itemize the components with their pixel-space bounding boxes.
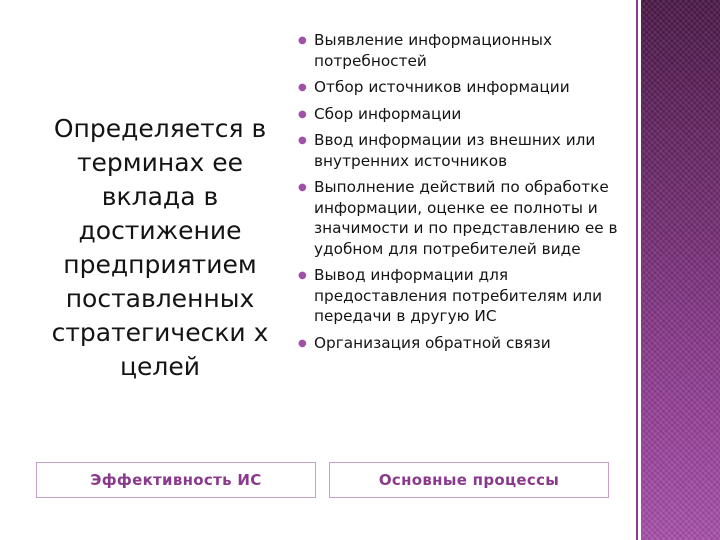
process-item	[298, 333, 630, 354]
process-item-text: Выявление информационных потребностей	[314, 31, 553, 70]
process-item	[298, 265, 630, 327]
bullet-dot-icon: ●	[298, 270, 307, 281]
bullet-dot-icon: ●	[298, 135, 307, 146]
process-item	[298, 130, 630, 171]
main-processes-label: Основные процессы	[329, 462, 609, 498]
efficiency-definition: Определяется в терминах ее вклада в достижение предприятием поставленных стратегически х целей	[51, 114, 269, 381]
side-divider-line	[636, 0, 638, 540]
bullet-dot-icon: ●	[298, 82, 307, 93]
bullet-dot-icon: ●	[298, 337, 307, 349]
process-list	[298, 30, 630, 359]
efficiency-label: Эффективность ИС	[36, 462, 316, 498]
process-item-text: Вывод информации для предоставления потребителям или передачи в другую ИС	[314, 266, 603, 325]
process-item-text: Организация обратной связи	[314, 333, 551, 352]
bullet-dot-icon: ●	[298, 182, 307, 193]
side-decoration-band	[641, 0, 720, 540]
bullet-dot-icon: ●	[298, 35, 307, 46]
process-item-text: Отбор источников информации	[314, 78, 570, 96]
process-item-text: Выполнение действий по обработке информации, оценке ее полноты и значимости и по представлению ее в удобном для потребителей виде	[314, 178, 618, 258]
process-item	[298, 104, 630, 125]
process-item	[298, 30, 630, 71]
bullet-dot-icon: ●	[298, 108, 307, 120]
process-item	[298, 77, 630, 98]
process-item-text: Сбор информации	[314, 104, 462, 123]
process-item-text: Ввод информации из внешних или внутренних источников	[314, 131, 596, 170]
process-item	[298, 177, 630, 259]
